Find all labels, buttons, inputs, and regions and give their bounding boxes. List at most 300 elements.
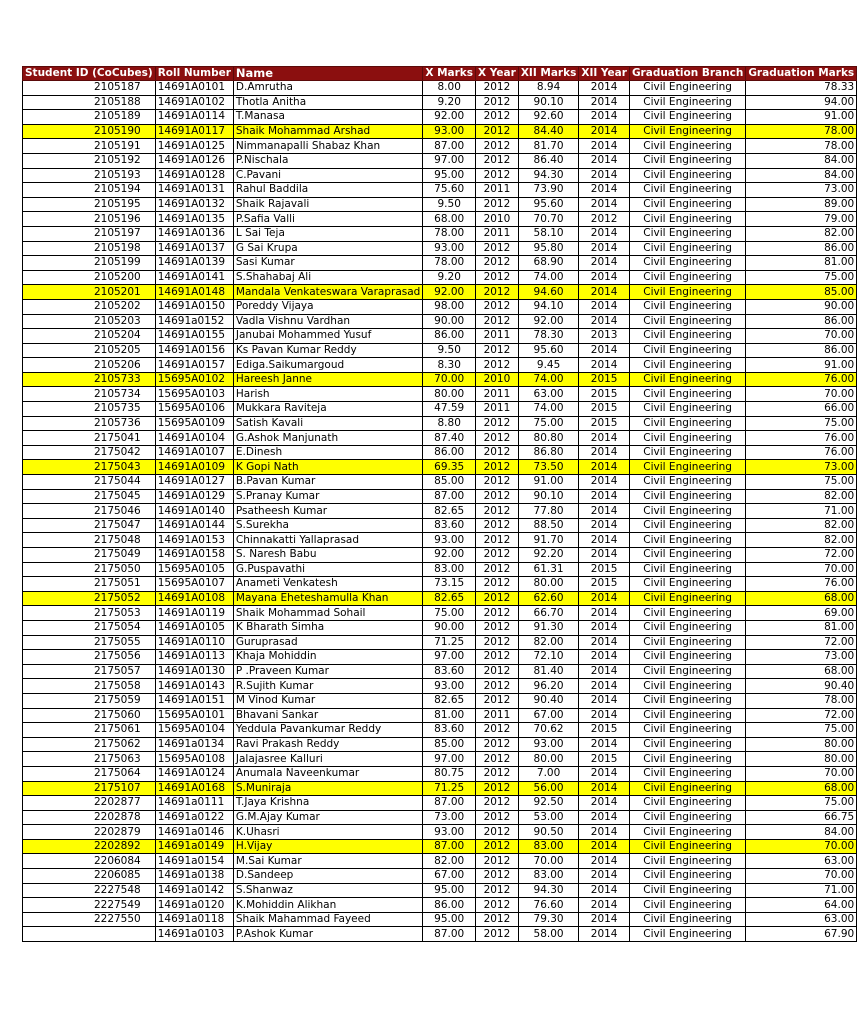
cell-xii-year[interactable]: 2013: [579, 329, 630, 344]
cell-graduation-marks[interactable]: 63.00: [746, 912, 857, 927]
cell-x-marks[interactable]: 9.20: [423, 95, 476, 110]
cell-graduation-branch[interactable]: Civil Engineering: [629, 329, 745, 344]
cell-x-marks[interactable]: 80.00: [423, 387, 476, 402]
cell-roll-number[interactable]: 14691A0148: [155, 285, 233, 300]
cell-graduation-branch[interactable]: Civil Engineering: [629, 854, 745, 869]
cell-x-year[interactable]: 2012: [476, 635, 519, 650]
cell-name[interactable]: T.Manasa: [233, 110, 422, 125]
cell-graduation-branch[interactable]: Civil Engineering: [629, 358, 745, 373]
cell-student-id[interactable]: 2202892: [23, 839, 156, 854]
cell-graduation-branch[interactable]: Civil Engineering: [629, 402, 745, 417]
cell-student-id[interactable]: 2105199: [23, 256, 156, 271]
cell-graduation-marks[interactable]: 75.00: [746, 416, 857, 431]
cell-xii-year[interactable]: 2014: [579, 869, 630, 884]
cell-graduation-branch[interactable]: Civil Engineering: [629, 708, 745, 723]
table-row[interactable]: [23, 299, 857, 314]
cell-xii-marks[interactable]: 86.80: [518, 445, 579, 460]
cell-x-marks[interactable]: 90.00: [423, 620, 476, 635]
cell-graduation-marks[interactable]: 73.00: [746, 183, 857, 198]
cell-name[interactable]: P.Nischala: [233, 153, 422, 168]
cell-graduation-marks[interactable]: 76.00: [746, 445, 857, 460]
header-xii-year[interactable]: XII Year: [579, 67, 630, 81]
cell-xii-year[interactable]: 2014: [579, 241, 630, 256]
cell-xii-marks[interactable]: 86.40: [518, 153, 579, 168]
cell-xii-marks[interactable]: 92.60: [518, 110, 579, 125]
table-row[interactable]: [23, 693, 857, 708]
cell-xii-year[interactable]: 2015: [579, 387, 630, 402]
cell-graduation-branch[interactable]: Civil Engineering: [629, 693, 745, 708]
cell-x-marks[interactable]: 87.00: [423, 927, 476, 942]
cell-x-year[interactable]: 2012: [476, 285, 519, 300]
cell-x-marks[interactable]: 9.50: [423, 197, 476, 212]
cell-xii-marks[interactable]: 95.60: [518, 197, 579, 212]
cell-student-id[interactable]: 2175047: [23, 518, 156, 533]
cell-name[interactable]: G.Puspavathi: [233, 562, 422, 577]
cell-x-marks[interactable]: 8.30: [423, 358, 476, 373]
table-row[interactable]: [23, 591, 857, 606]
cell-name[interactable]: Thotla Anitha: [233, 95, 422, 110]
cell-x-year[interactable]: 2012: [476, 723, 519, 738]
cell-graduation-marks[interactable]: 78.00: [746, 693, 857, 708]
cell-graduation-branch[interactable]: Civil Engineering: [629, 343, 745, 358]
cell-xii-marks[interactable]: 61.31: [518, 562, 579, 577]
cell-roll-number[interactable]: 15695A0103: [155, 387, 233, 402]
cell-xii-year[interactable]: 2014: [579, 518, 630, 533]
cell-x-marks[interactable]: 71.25: [423, 781, 476, 796]
cell-roll-number[interactable]: 14691a0142: [155, 883, 233, 898]
table-row[interactable]: [23, 416, 857, 431]
cell-graduation-branch[interactable]: Civil Engineering: [629, 139, 745, 154]
cell-student-id[interactable]: 2175107: [23, 781, 156, 796]
cell-graduation-branch[interactable]: Civil Engineering: [629, 781, 745, 796]
cell-graduation-branch[interactable]: Civil Engineering: [629, 226, 745, 241]
cell-x-year[interactable]: 2012: [476, 445, 519, 460]
cell-student-id[interactable]: 2105733: [23, 372, 156, 387]
cell-x-year[interactable]: 2012: [476, 781, 519, 796]
cell-student-id[interactable]: 2105201: [23, 285, 156, 300]
cell-xii-marks[interactable]: 84.40: [518, 124, 579, 139]
cell-xii-marks[interactable]: 96.20: [518, 679, 579, 694]
cell-xii-year[interactable]: 2014: [579, 299, 630, 314]
cell-x-year[interactable]: 2012: [476, 927, 519, 942]
table-row[interactable]: [23, 81, 857, 96]
table-row[interactable]: [23, 489, 857, 504]
cell-x-year[interactable]: 2012: [476, 664, 519, 679]
cell-roll-number[interactable]: 14691A0129: [155, 489, 233, 504]
cell-x-year[interactable]: 2012: [476, 796, 519, 811]
cell-x-year[interactable]: 2012: [476, 270, 519, 285]
cell-roll-number[interactable]: 14691A0126: [155, 153, 233, 168]
cell-xii-year[interactable]: 2014: [579, 256, 630, 271]
cell-roll-number[interactable]: 15695A0108: [155, 752, 233, 767]
cell-student-id[interactable]: 2105735: [23, 402, 156, 417]
cell-x-marks[interactable]: 92.00: [423, 548, 476, 563]
cell-graduation-branch[interactable]: Civil Engineering: [629, 168, 745, 183]
cell-graduation-marks[interactable]: 75.00: [746, 475, 857, 490]
cell-name[interactable]: Poreddy Vijaya: [233, 299, 422, 314]
cell-x-marks[interactable]: 70.00: [423, 372, 476, 387]
cell-graduation-branch[interactable]: Civil Engineering: [629, 475, 745, 490]
cell-xii-year[interactable]: 2014: [579, 898, 630, 913]
cell-x-marks[interactable]: 93.00: [423, 679, 476, 694]
cell-xii-marks[interactable]: 70.70: [518, 212, 579, 227]
cell-x-marks[interactable]: 87.00: [423, 839, 476, 854]
cell-graduation-marks[interactable]: 84.00: [746, 153, 857, 168]
header-roll-number[interactable]: Roll Number: [155, 67, 233, 81]
cell-roll-number[interactable]: 14691A0109: [155, 460, 233, 475]
cell-roll-number[interactable]: 14691A0102: [155, 95, 233, 110]
cell-name[interactable]: Nimmanapalli Shabaz Khan: [233, 139, 422, 154]
cell-xii-year[interactable]: 2014: [579, 708, 630, 723]
cell-x-marks[interactable]: 68.00: [423, 212, 476, 227]
cell-graduation-branch[interactable]: Civil Engineering: [629, 124, 745, 139]
cell-student-id[interactable]: 2105194: [23, 183, 156, 198]
cell-x-marks[interactable]: 95.00: [423, 168, 476, 183]
cell-x-marks[interactable]: 83.60: [423, 518, 476, 533]
cell-x-year[interactable]: 2012: [476, 139, 519, 154]
cell-graduation-marks[interactable]: 80.00: [746, 737, 857, 752]
cell-xii-marks[interactable]: 74.00: [518, 402, 579, 417]
cell-name[interactable]: R.Sujith Kumar: [233, 679, 422, 694]
cell-roll-number[interactable]: 14691A0140: [155, 504, 233, 519]
table-row[interactable]: [23, 475, 857, 490]
cell-student-id[interactable]: 2175054: [23, 620, 156, 635]
cell-roll-number[interactable]: 14691a0118: [155, 912, 233, 927]
cell-name[interactable]: H.Vijay: [233, 839, 422, 854]
cell-roll-number[interactable]: 14691a0122: [155, 810, 233, 825]
cell-graduation-branch[interactable]: Civil Engineering: [629, 620, 745, 635]
cell-graduation-marks[interactable]: 70.00: [746, 869, 857, 884]
cell-x-year[interactable]: 2011: [476, 183, 519, 198]
cell-student-id[interactable]: 2175048: [23, 533, 156, 548]
cell-xii-year[interactable]: 2014: [579, 358, 630, 373]
table-row[interactable]: [23, 912, 857, 927]
cell-graduation-branch[interactable]: Civil Engineering: [629, 650, 745, 665]
cell-x-marks[interactable]: 67.00: [423, 869, 476, 884]
cell-graduation-branch[interactable]: Civil Engineering: [629, 810, 745, 825]
cell-x-marks[interactable]: 98.00: [423, 299, 476, 314]
cell-name[interactable]: Shaik Mahammad Fayeed: [233, 912, 422, 927]
cell-graduation-marks[interactable]: 69.00: [746, 606, 857, 621]
cell-student-id[interactable]: 2175058: [23, 679, 156, 694]
cell-graduation-marks[interactable]: 68.00: [746, 664, 857, 679]
cell-student-id[interactable]: 2175044: [23, 475, 156, 490]
cell-name[interactable]: Jalajasree Kalluri: [233, 752, 422, 767]
table-row[interactable]: [23, 372, 857, 387]
cell-xii-year[interactable]: 2014: [579, 591, 630, 606]
cell-roll-number[interactable]: 14691a0152: [155, 314, 233, 329]
cell-graduation-branch[interactable]: Civil Engineering: [629, 591, 745, 606]
cell-xii-marks[interactable]: 94.30: [518, 168, 579, 183]
cell-roll-number[interactable]: 14691a0154: [155, 854, 233, 869]
cell-xii-year[interactable]: 2014: [579, 475, 630, 490]
cell-graduation-marks[interactable]: 89.00: [746, 197, 857, 212]
cell-xii-marks[interactable]: 53.00: [518, 810, 579, 825]
cell-graduation-branch[interactable]: Civil Engineering: [629, 766, 745, 781]
cell-xii-marks[interactable]: 68.90: [518, 256, 579, 271]
cell-xii-year[interactable]: 2014: [579, 183, 630, 198]
header-name[interactable]: Name: [233, 67, 422, 81]
cell-x-year[interactable]: 2012: [476, 256, 519, 271]
cell-xii-year[interactable]: 2014: [579, 197, 630, 212]
cell-x-marks[interactable]: 9.20: [423, 270, 476, 285]
table-row[interactable]: [23, 212, 857, 227]
cell-graduation-marks[interactable]: 63.00: [746, 854, 857, 869]
cell-roll-number[interactable]: 15695A0105: [155, 562, 233, 577]
cell-x-year[interactable]: 2011: [476, 329, 519, 344]
table-row[interactable]: [23, 329, 857, 344]
cell-graduation-marks[interactable]: 70.00: [746, 387, 857, 402]
cell-xii-year[interactable]: 2014: [579, 650, 630, 665]
table-row[interactable]: [23, 504, 857, 519]
cell-roll-number[interactable]: 15695A0106: [155, 402, 233, 417]
cell-graduation-marks[interactable]: 82.00: [746, 518, 857, 533]
cell-graduation-branch[interactable]: Civil Engineering: [629, 431, 745, 446]
cell-graduation-marks[interactable]: 80.00: [746, 752, 857, 767]
cell-xii-marks[interactable]: 93.00: [518, 737, 579, 752]
cell-xii-year[interactable]: 2014: [579, 825, 630, 840]
cell-graduation-branch[interactable]: Civil Engineering: [629, 548, 745, 563]
cell-roll-number[interactable]: 14691a0120: [155, 898, 233, 913]
cell-roll-number[interactable]: 14691A0157: [155, 358, 233, 373]
cell-name[interactable]: Khaja Mohiddin: [233, 650, 422, 665]
cell-x-year[interactable]: 2012: [476, 431, 519, 446]
cell-graduation-branch[interactable]: Civil Engineering: [629, 183, 745, 198]
cell-xii-marks[interactable]: 79.30: [518, 912, 579, 927]
cell-xii-marks[interactable]: 91.70: [518, 533, 579, 548]
cell-x-marks[interactable]: 82.65: [423, 693, 476, 708]
cell-name[interactable]: S.Shahabaj Ali: [233, 270, 422, 285]
cell-x-year[interactable]: 2012: [476, 299, 519, 314]
cell-student-id[interactable]: 2175060: [23, 708, 156, 723]
cell-student-id[interactable]: 2105198: [23, 241, 156, 256]
cell-name[interactable]: P .Praveen Kumar: [233, 664, 422, 679]
cell-x-marks[interactable]: 83.60: [423, 723, 476, 738]
cell-x-year[interactable]: 2012: [476, 912, 519, 927]
cell-student-id[interactable]: 2227550: [23, 912, 156, 927]
cell-xii-year[interactable]: 2014: [579, 796, 630, 811]
cell-student-id[interactable]: 2105187: [23, 81, 156, 96]
cell-name[interactable]: Ediga.Saikumargoud: [233, 358, 422, 373]
cell-student-id[interactable]: 2202878: [23, 810, 156, 825]
header-x-marks[interactable]: X Marks: [423, 67, 476, 81]
cell-x-year[interactable]: 2012: [476, 153, 519, 168]
cell-student-id[interactable]: 2175046: [23, 504, 156, 519]
cell-x-marks[interactable]: 93.00: [423, 533, 476, 548]
cell-x-year[interactable]: 2012: [476, 679, 519, 694]
cell-graduation-marks[interactable]: 68.00: [746, 591, 857, 606]
cell-graduation-marks[interactable]: 75.00: [746, 723, 857, 738]
cell-student-id[interactable]: 2105200: [23, 270, 156, 285]
cell-student-id[interactable]: 2175057: [23, 664, 156, 679]
cell-roll-number[interactable]: 14691A0113: [155, 650, 233, 665]
cell-xii-year[interactable]: 2014: [579, 635, 630, 650]
cell-x-year[interactable]: 2012: [476, 197, 519, 212]
cell-xii-marks[interactable]: 95.60: [518, 343, 579, 358]
cell-xii-year[interactable]: 2014: [579, 548, 630, 563]
cell-x-year[interactable]: 2012: [476, 766, 519, 781]
cell-student-id[interactable]: 2105197: [23, 226, 156, 241]
cell-roll-number[interactable]: 14691A0119: [155, 606, 233, 621]
cell-student-id[interactable]: 2105204: [23, 329, 156, 344]
cell-xii-marks[interactable]: 91.00: [518, 475, 579, 490]
cell-student-id[interactable]: 2175063: [23, 752, 156, 767]
cell-roll-number[interactable]: 14691A0137: [155, 241, 233, 256]
table-row[interactable]: [23, 781, 857, 796]
cell-x-marks[interactable]: 86.00: [423, 445, 476, 460]
cell-student-id[interactable]: 2175045: [23, 489, 156, 504]
cell-xii-marks[interactable]: 58.10: [518, 226, 579, 241]
table-row[interactable]: [23, 869, 857, 884]
cell-xii-marks[interactable]: 81.70: [518, 139, 579, 154]
cell-graduation-branch[interactable]: Civil Engineering: [629, 270, 745, 285]
cell-xii-marks[interactable]: 77.80: [518, 504, 579, 519]
cell-x-marks[interactable]: 87.40: [423, 431, 476, 446]
cell-xii-year[interactable]: 2015: [579, 416, 630, 431]
cell-graduation-marks[interactable]: 76.00: [746, 431, 857, 446]
cell-x-marks[interactable]: 71.25: [423, 635, 476, 650]
cell-roll-number[interactable]: 14691A0136: [155, 226, 233, 241]
cell-graduation-branch[interactable]: Civil Engineering: [629, 562, 745, 577]
cell-xii-year[interactable]: 2014: [579, 766, 630, 781]
table-row[interactable]: [23, 577, 857, 592]
cell-roll-number[interactable]: 14691A0107: [155, 445, 233, 460]
cell-graduation-marks[interactable]: 71.00: [746, 504, 857, 519]
cell-roll-number[interactable]: 14691A0156: [155, 343, 233, 358]
cell-name[interactable]: Sasi Kumar: [233, 256, 422, 271]
cell-name[interactable]: Mayana Eheteshamulla Khan: [233, 591, 422, 606]
cell-x-marks[interactable]: 85.00: [423, 737, 476, 752]
table-row[interactable]: [23, 766, 857, 781]
cell-student-id[interactable]: 2202877: [23, 796, 156, 811]
cell-xii-year[interactable]: 2014: [579, 533, 630, 548]
header-graduation-branch[interactable]: Graduation Branch: [629, 67, 745, 81]
cell-xii-year[interactable]: 2014: [579, 839, 630, 854]
cell-x-year[interactable]: 2012: [476, 825, 519, 840]
cell-graduation-branch[interactable]: Civil Engineering: [629, 577, 745, 592]
header-xii-marks[interactable]: XII Marks: [518, 67, 579, 81]
cell-x-year[interactable]: 2012: [476, 358, 519, 373]
cell-x-marks[interactable]: 90.00: [423, 314, 476, 329]
cell-student-id[interactable]: 2175043: [23, 460, 156, 475]
cell-x-marks[interactable]: 95.00: [423, 883, 476, 898]
cell-x-year[interactable]: 2010: [476, 212, 519, 227]
cell-x-marks[interactable]: 82.00: [423, 854, 476, 869]
cell-graduation-marks[interactable]: 86.00: [746, 314, 857, 329]
table-row[interactable]: [23, 168, 857, 183]
cell-student-id[interactable]: 2105206: [23, 358, 156, 373]
cell-student-id[interactable]: 2175049: [23, 548, 156, 563]
table-row[interactable]: [23, 226, 857, 241]
cell-x-marks[interactable]: 85.00: [423, 475, 476, 490]
cell-xii-year[interactable]: 2015: [579, 562, 630, 577]
cell-x-year[interactable]: 2012: [476, 810, 519, 825]
cell-xii-marks[interactable]: 92.00: [518, 314, 579, 329]
cell-graduation-branch[interactable]: Civil Engineering: [629, 81, 745, 96]
cell-x-year[interactable]: 2012: [476, 620, 519, 635]
cell-graduation-marks[interactable]: 81.00: [746, 256, 857, 271]
cell-roll-number[interactable]: 15695A0101: [155, 708, 233, 723]
cell-xii-marks[interactable]: 8.94: [518, 81, 579, 96]
cell-roll-number[interactable]: 14691A0104: [155, 431, 233, 446]
cell-roll-number[interactable]: 14691A0131: [155, 183, 233, 198]
cell-x-marks[interactable]: 80.75: [423, 766, 476, 781]
cell-xii-year[interactable]: 2015: [579, 752, 630, 767]
table-row[interactable]: [23, 650, 857, 665]
cell-roll-number[interactable]: 14691A0125: [155, 139, 233, 154]
table-row[interactable]: [23, 139, 857, 154]
cell-xii-marks[interactable]: 62.60: [518, 591, 579, 606]
table-row[interactable]: [23, 737, 857, 752]
cell-graduation-branch[interactable]: Civil Engineering: [629, 679, 745, 694]
cell-name[interactable]: E.Dinesh: [233, 445, 422, 460]
cell-xii-marks[interactable]: 66.70: [518, 606, 579, 621]
cell-graduation-marks[interactable]: 78.00: [746, 139, 857, 154]
cell-x-marks[interactable]: 8.80: [423, 416, 476, 431]
cell-xii-year[interactable]: 2014: [579, 168, 630, 183]
cell-graduation-marks[interactable]: 79.00: [746, 212, 857, 227]
table-row[interactable]: [23, 883, 857, 898]
table-row[interactable]: [23, 110, 857, 125]
header-x-year[interactable]: X Year: [476, 67, 519, 81]
cell-student-id[interactable]: 2105203: [23, 314, 156, 329]
table-row[interactable]: [23, 810, 857, 825]
cell-xii-marks[interactable]: 94.60: [518, 285, 579, 300]
table-row[interactable]: [23, 241, 857, 256]
cell-name[interactable]: S.Shanwaz: [233, 883, 422, 898]
cell-xii-marks[interactable]: 83.00: [518, 869, 579, 884]
cell-graduation-branch[interactable]: Civil Engineering: [629, 796, 745, 811]
cell-student-id[interactable]: 2175041: [23, 431, 156, 446]
cell-name[interactable]: P.Ashok Kumar: [233, 927, 422, 942]
cell-xii-marks[interactable]: 73.90: [518, 183, 579, 198]
cell-xii-year[interactable]: 2015: [579, 402, 630, 417]
cell-name[interactable]: K.Uhasri: [233, 825, 422, 840]
cell-xii-year[interactable]: 2014: [579, 139, 630, 154]
cell-x-marks[interactable]: 78.00: [423, 256, 476, 271]
cell-graduation-marks[interactable]: 75.00: [746, 270, 857, 285]
cell-xii-year[interactable]: 2014: [579, 95, 630, 110]
cell-name[interactable]: P.Safia Valli: [233, 212, 422, 227]
cell-x-year[interactable]: 2012: [476, 693, 519, 708]
cell-name[interactable]: D.Amrutha: [233, 81, 422, 96]
cell-x-year[interactable]: 2012: [476, 606, 519, 621]
cell-xii-year[interactable]: 2014: [579, 343, 630, 358]
cell-x-marks[interactable]: 86.00: [423, 329, 476, 344]
cell-graduation-marks[interactable]: 91.00: [746, 358, 857, 373]
table-row[interactable]: [23, 679, 857, 694]
cell-graduation-branch[interactable]: Civil Engineering: [629, 825, 745, 840]
cell-xii-marks[interactable]: 92.50: [518, 796, 579, 811]
cell-roll-number[interactable]: 14691A0130: [155, 664, 233, 679]
cell-roll-number[interactable]: 14691A0139: [155, 256, 233, 271]
cell-x-year[interactable]: 2012: [476, 898, 519, 913]
table-row[interactable]: [23, 839, 857, 854]
cell-xii-year[interactable]: 2014: [579, 927, 630, 942]
cell-name[interactable]: Anameti Venkatesh: [233, 577, 422, 592]
cell-xii-marks[interactable]: 63.00: [518, 387, 579, 402]
cell-x-year[interactable]: 2012: [476, 650, 519, 665]
table-row[interactable]: [23, 752, 857, 767]
cell-graduation-branch[interactable]: Civil Engineering: [629, 912, 745, 927]
cell-graduation-branch[interactable]: Civil Engineering: [629, 299, 745, 314]
cell-xii-year[interactable]: 2014: [579, 314, 630, 329]
cell-xii-year[interactable]: 2014: [579, 606, 630, 621]
cell-x-year[interactable]: 2011: [476, 387, 519, 402]
table-row[interactable]: [23, 927, 857, 942]
cell-graduation-marks[interactable]: 70.00: [746, 766, 857, 781]
cell-x-year[interactable]: 2012: [476, 737, 519, 752]
